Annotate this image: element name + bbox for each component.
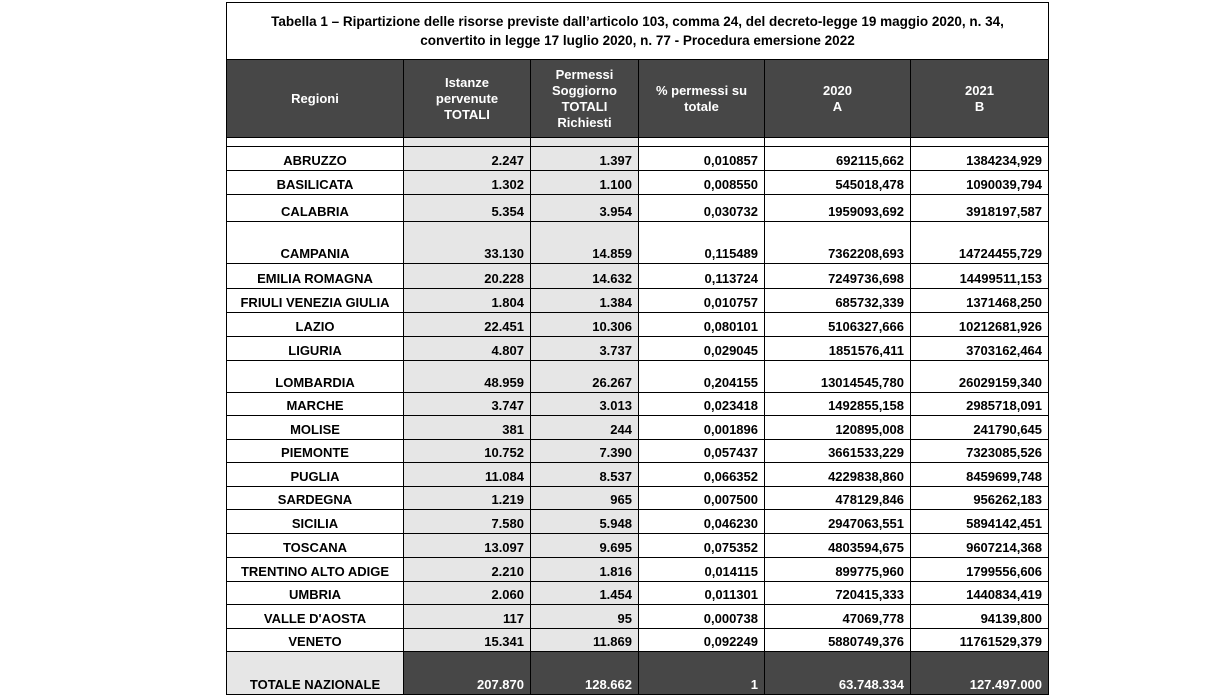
header-2020: 2020 A bbox=[765, 60, 911, 138]
table-row: SARDEGNA 1.219 965 0,007500 478129,846 956262,183 bbox=[227, 487, 1049, 510]
header-percent: % permessi su totale bbox=[639, 60, 765, 138]
table-row: CAMPANIA 33.130 14.859 0,115489 7362208,693 14724455,729 bbox=[227, 222, 1049, 264]
table-row: ABRUZZO 2.247 1.397 0,010857 692115,662 1384234,929 bbox=[227, 147, 1049, 171]
total-permessi: 128.662 bbox=[531, 652, 639, 695]
ripartizione-table bbox=[226, 2, 1049, 695]
table-row: LAZIO 22.451 10.306 0,080101 5106327,666 10212681,926 bbox=[227, 313, 1049, 337]
total-label: TOTALE NAZIONALE bbox=[227, 652, 404, 695]
table-caption bbox=[227, 3, 1049, 60]
header-regioni: Regioni bbox=[227, 60, 404, 138]
table-row: EMILIA ROMAGNA 20.228 14.632 0,113724 7249736,698 14499511,153 bbox=[227, 264, 1049, 289]
caption-line-2: convertito in legge 17 luglio 2020, n. 77 - Procedura emersione 2022 bbox=[420, 33, 855, 48]
total-row bbox=[227, 652, 1049, 695]
caption-line-1: Tabella 1 – Ripartizione delle risorse previste dall’articolo 103, comma 24, del decreto-legge 19 maggio 2020, n. 34, bbox=[271, 14, 1004, 29]
total-2020: 63.748.334 bbox=[765, 652, 911, 695]
table-row: BASILICATA 1.302 1.100 0,008550 545018,478 1090039,794 bbox=[227, 171, 1049, 195]
table-body bbox=[227, 138, 1049, 695]
table-row: PIEMONTE 10.752 7.390 0,057437 3661533,229 7323085,526 bbox=[227, 440, 1049, 463]
table-row: SICILIA 7.580 5.948 0,046230 2947063,551 5894142,451 bbox=[227, 510, 1049, 534]
table-row: MOLISE 381 244 0,001896 120895,008 241790,645 bbox=[227, 416, 1049, 440]
header-permessi: Permessi Soggiorno TOTALI Richiesti bbox=[531, 60, 639, 138]
table-row: MARCHE 3.747 3.013 0,023418 1492855,158 2985718,091 bbox=[227, 393, 1049, 416]
table-row: CALABRIA 5.354 3.954 0,030732 1959093,692 3918197,587 bbox=[227, 195, 1049, 222]
table-container bbox=[226, 2, 1048, 695]
total-2021: 127.497.000 bbox=[911, 652, 1049, 695]
header-row bbox=[227, 60, 1049, 138]
header-2021: 2021 B bbox=[911, 60, 1049, 138]
table-row: VENETO 15.341 11.869 0,092249 5880749,376 11761529,379 bbox=[227, 629, 1049, 652]
total-istanze: 207.870 bbox=[404, 652, 531, 695]
table-row: TOSCANA 13.097 9.695 0,075352 4803594,675 9607214,368 bbox=[227, 534, 1049, 558]
table-row: LIGURIA 4.807 3.737 0,029045 1851576,411 3703162,464 bbox=[227, 337, 1049, 361]
table-row: UMBRIA 2.060 1.454 0,011301 720415,333 1440834,419 bbox=[227, 582, 1049, 605]
table-row: VALLE D'AOSTA 117 95 0,000738 47069,778 94139,800 bbox=[227, 605, 1049, 629]
total-percent: 1 bbox=[639, 652, 765, 695]
table-row: PUGLIA 11.084 8.537 0,066352 4229838,860 8459699,748 bbox=[227, 463, 1049, 487]
table-row: LOMBARDIA 48.959 26.267 0,204155 13014545,780 26029159,340 bbox=[227, 361, 1049, 393]
table-row: TRENTINO ALTO ADIGE 2.210 1.816 0,014115 899775,960 1799556,606 bbox=[227, 558, 1049, 582]
spacer-row bbox=[227, 138, 1049, 147]
table-row: FRIULI VENEZIA GIULIA 1.804 1.384 0,010757 685732,339 1371468,250 bbox=[227, 289, 1049, 313]
header-istanze: Istanze pervenute TOTALI bbox=[404, 60, 531, 138]
